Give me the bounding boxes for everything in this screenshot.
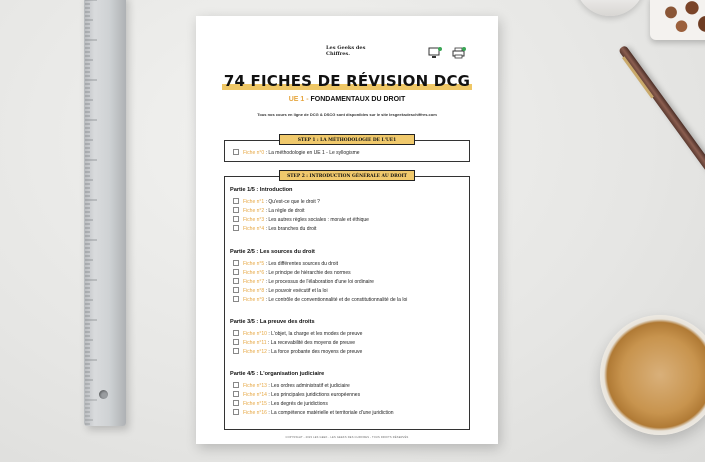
item-text: : La compétence matérielle et territoriale d'une juridiction — [266, 410, 394, 416]
item-number: Fiche n°8 — [243, 288, 265, 294]
checkbox[interactable] — [233, 348, 239, 354]
list-item — [233, 383, 350, 390]
item-text: : Le pouvoir exécutif et la loi — [264, 288, 328, 294]
item-number: Fiche n°10 — [243, 331, 267, 337]
item-number: Fiche n°3 — [243, 217, 265, 223]
checkbox[interactable] — [233, 149, 239, 155]
list-item — [233, 349, 362, 356]
checkbox[interactable] — [233, 287, 239, 293]
computer-icon — [428, 47, 442, 59]
intro-text: Tous nos cours en ligne de DCG & DSCG sont disponibles sur le site lesgeeksdeschiffres.com — [257, 112, 437, 117]
item-text: : Le principe de hiérarchie des normes — [264, 270, 351, 276]
item-text: : Les degrés de juridictions — [266, 401, 328, 407]
item-number: Fiche n°1 — [243, 199, 265, 205]
subtitle-text: FONDAMENTAUX DU DROIT — [308, 96, 406, 103]
checkbox[interactable] — [233, 400, 239, 406]
item-text: : Les ordres administratif et judiciaire — [266, 383, 350, 389]
item-number: Fiche n°6 — [243, 270, 265, 276]
checkbox[interactable] — [233, 339, 239, 345]
checkbox[interactable] — [233, 225, 239, 231]
part-title: Partie 4/5 : L'organisation judiciaire — [230, 371, 325, 377]
item-text: : Les autres règles sociales : morale et éthique — [264, 217, 369, 223]
item-number: Fiche n°14 — [243, 392, 267, 398]
item-text: : Les différentes sources du droit — [264, 261, 339, 267]
item-text: : La règle de droit — [264, 208, 305, 214]
subtitle-ue: UE 1 - — [288, 96, 309, 103]
list-item — [233, 217, 369, 224]
checkbox[interactable] — [233, 391, 239, 397]
list-item — [233, 261, 338, 268]
subtitle — [196, 96, 498, 103]
item-number: Fiche n°11 — [243, 340, 267, 346]
list-item — [233, 199, 320, 206]
item-text: : L'objet, la charge et les modes de preuve — [266, 331, 363, 337]
ruler-hole — [99, 390, 108, 399]
checkbox[interactable] — [233, 382, 239, 388]
item-number: Fiche n°12 — [243, 349, 267, 355]
part-title: Partie 3/5 : La preuve des droits — [230, 319, 315, 325]
item-number: Fiche n°16 — [243, 410, 267, 416]
step1-label: STEP 1 : LA MÉTHODOLOGIE DE L'UE1 — [279, 134, 415, 145]
item-number: Fiche n°5 — [243, 261, 265, 267]
checkbox[interactable] — [233, 409, 239, 415]
checkbox[interactable] — [233, 207, 239, 213]
list-item — [233, 270, 351, 277]
list-item — [233, 208, 305, 215]
checkbox[interactable] — [233, 260, 239, 266]
ruler-image — [84, 0, 126, 426]
printer-icon — [452, 47, 466, 59]
item-text: : La force probante des moyens de preuve — [266, 349, 363, 355]
list-item — [233, 226, 316, 233]
list-item — [233, 297, 407, 304]
checkbox[interactable] — [233, 296, 239, 302]
item-number: Fiche n°9 — [243, 297, 265, 303]
list-item — [233, 279, 374, 286]
item-text: : Les branches du droit — [264, 226, 317, 232]
list-item — [233, 340, 355, 347]
list-item — [233, 401, 328, 408]
item-number: Fiche n°7 — [243, 279, 265, 285]
step2-box — [224, 176, 470, 430]
list-item — [233, 392, 360, 399]
checkbox[interactable] — [233, 330, 239, 336]
item-text: : La méthodologie en UE 1 - Le syllogisme — [264, 150, 360, 156]
item-number: Fiche n°0 — [243, 150, 265, 156]
revision-sheet — [196, 16, 498, 444]
list-item — [233, 288, 328, 295]
part-title: Partie 2/5 : Les sources du droit — [230, 249, 315, 255]
item-number: Fiche n°15 — [243, 401, 267, 407]
item-text: : Le contrôle de conventionnalité et de constitutionnalité de la loi — [264, 297, 408, 303]
item-text: : Le processus de l'élaboration d'une loi ordinaire — [264, 279, 374, 285]
item-number: Fiche n°2 — [243, 208, 265, 214]
page-title: 74 FICHES DE RÉVISION DCG — [223, 72, 471, 90]
step2-label: STEP 2 : INTRODUCTION GÉNÉRALE AU DROIT — [279, 170, 415, 181]
list-item — [233, 410, 394, 417]
list-item — [233, 331, 362, 338]
part-title: Partie 1/5 : Introduction — [230, 187, 293, 193]
checkbox[interactable] — [233, 198, 239, 204]
copyright: COPYRIGHT - 2023 LES GEEK - LES GEEKS DES CHIFFRES - TOUS DROITS RÉSERVÉS — [285, 436, 409, 439]
item-number: Fiche n°4 — [243, 226, 265, 232]
checkbox[interactable] — [233, 278, 239, 284]
brand-logo: Les Geeks des Chiffres. — [326, 45, 366, 57]
item-text: : La recevabilité des moyens de preuve — [266, 340, 355, 346]
nuts-bowl-image — [650, 0, 705, 40]
item-text: : Qu'est-ce que le droit ? — [264, 199, 320, 205]
checkbox[interactable] — [233, 216, 239, 222]
item-text: : Les principales juridictions européennes — [266, 392, 361, 398]
list-item — [233, 150, 360, 157]
item-number: Fiche n°13 — [243, 383, 267, 389]
checkbox[interactable] — [233, 269, 239, 275]
